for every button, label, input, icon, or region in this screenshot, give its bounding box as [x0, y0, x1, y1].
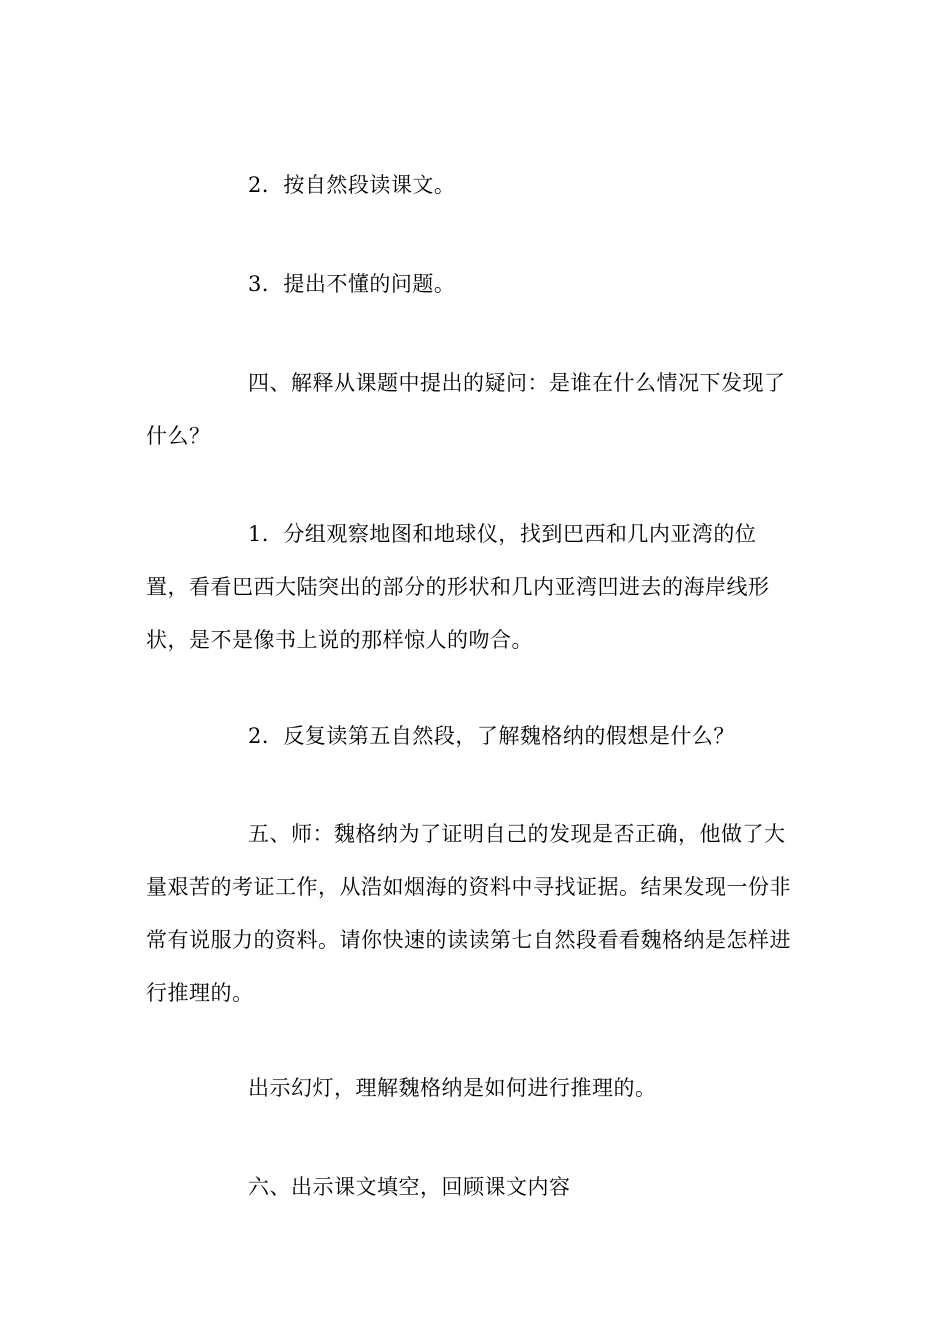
paragraph-show-slides: 出示幻灯，理解魏格纳是如何进行推理的。: [248, 1076, 657, 1100]
paragraph-section-four-heading: 四、解释从课题中提出的疑问：是谁在什么情况下发现了什么？: [146, 371, 786, 448]
paragraph-read-by-section: 2．按自然段读课文。: [248, 173, 456, 197]
paragraph-read-fifth-section: 2．反复读第五自然段，了解魏格纳的假想是什么？: [248, 724, 735, 748]
paragraph-raise-questions: 3．提出不懂的问题。: [248, 272, 456, 296]
paragraph-section-five-teacher: 五、师：魏格纳为了证明自己的发现是否正确，他做了大量艰苦的考证工作，从浩如烟海的资料中寻找证据。结果发现一份非常有说服力的资料。请你快速的读读第七自然段看看魏格纳是怎样进行推理的。: [146, 822, 791, 1005]
paragraph-group-observe-map: 1．分组观察地图和地球仪，找到巴西和几内亚湾的位置，看看巴西大陆突出的部分的形状和几内亚湾凹进去的海岸线形状，是不是像书上说的那样惊人的吻合。: [146, 522, 770, 652]
paragraph-section-six-heading: 六、出示课文填空，回顾课文内容: [248, 1175, 571, 1199]
